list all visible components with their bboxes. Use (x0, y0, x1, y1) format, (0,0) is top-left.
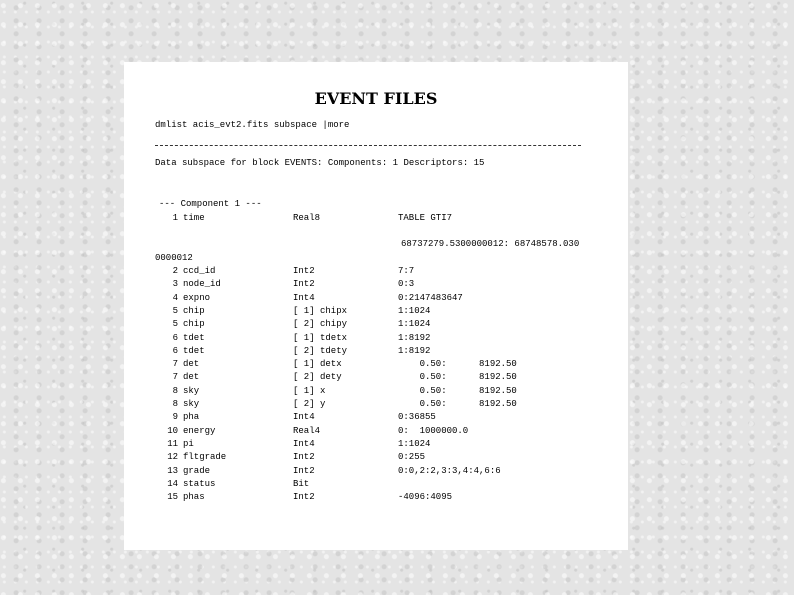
row-number: 8 (172, 399, 178, 409)
row-type: [ 1] x (293, 385, 326, 396)
row-number: 11 (167, 438, 178, 449)
row-name: fltgrade (183, 452, 227, 463)
row-type: [ 2] chipy (293, 319, 348, 330)
row-range: 1:1024 (398, 319, 431, 330)
table-row (124, 371, 628, 384)
table-row (124, 305, 628, 318)
row-type: Real4 (293, 425, 321, 436)
table-row (124, 385, 628, 398)
row-range: 0.50: 8192.50 (398, 372, 517, 383)
row-range: 1:1024 (398, 438, 431, 449)
row-range: 0:255 (398, 452, 426, 463)
row-type: Int4 (293, 292, 315, 303)
slide-title: EVENT FILES (314, 89, 438, 108)
row-number: 7 (172, 359, 178, 370)
row-number: 9 (172, 412, 178, 423)
table-row (124, 478, 628, 491)
row-range: 0: 1000000.0 (398, 425, 469, 436)
row-number: 2 (172, 266, 178, 276)
row-range: 0.50: 8192.50 (398, 399, 517, 409)
row-number: 5 (172, 319, 178, 330)
row-type: [ 1] chipx (293, 305, 348, 316)
row-number: 4 (172, 292, 178, 303)
row-number: 14 (167, 478, 178, 489)
subspace-summary: Data subspace for block EVENTS: Components: 1 Descriptors: 15 (155, 158, 485, 168)
command-line: dmlist acis_evt2.fits subspace |more (155, 120, 350, 130)
table-row (124, 265, 628, 278)
row-type: Int4 (293, 438, 315, 449)
row-name: sky (183, 399, 200, 409)
row-name: chip (183, 319, 205, 330)
row-name: energy (183, 425, 216, 436)
row-name: chip (183, 305, 205, 316)
row-range: 0:2147483647 (398, 292, 463, 303)
row-name: status (183, 478, 216, 489)
row-type: Int2 (293, 266, 315, 276)
table-row (124, 438, 628, 451)
row-name: node_id (183, 279, 221, 290)
table-row (124, 411, 628, 424)
time-range-continuation: 0000012 (155, 253, 193, 263)
table-row (124, 358, 628, 371)
table-row (124, 465, 628, 478)
row-number: 6 (172, 345, 178, 356)
row-type: Int4 (293, 412, 315, 423)
row-range: 1:8192 (398, 345, 431, 356)
row-name: tdet (183, 345, 205, 356)
slide-page (124, 62, 628, 550)
row-name: expno (183, 292, 211, 303)
component-header: --- Component 1 --- (159, 199, 262, 209)
row-type: Int2 (293, 492, 315, 503)
row-number: 3 (172, 279, 178, 290)
row-number: 8 (172, 385, 178, 396)
row-number: 12 (167, 452, 178, 463)
row-range: 7:7 (398, 266, 415, 276)
row-number: 6 (172, 332, 178, 343)
dashed-divider (155, 145, 581, 146)
table-row (124, 491, 628, 504)
table-row (124, 278, 628, 291)
row-range: -4096:4095 (398, 492, 453, 503)
row-type: Int2 (293, 279, 315, 290)
row-name: phas (183, 492, 205, 503)
row-type: [ 1] tdetx (293, 332, 348, 343)
row-range: 0:0,2:2,3:3,4:4,6:6 (398, 465, 501, 476)
row-name: tdet (183, 332, 205, 343)
row-type: Bit (293, 478, 310, 489)
table-row (124, 292, 628, 305)
row-name: sky (183, 385, 200, 396)
table-row (124, 318, 628, 331)
row-type: [ 2] tdety (293, 345, 348, 356)
row-name: det (183, 359, 200, 370)
row-range: 0:36855 (398, 412, 436, 423)
row-number: 1 (172, 213, 178, 223)
row-number: 10 (167, 425, 178, 436)
row-number: 15 (167, 492, 178, 503)
table-row (124, 398, 628, 411)
row-range: 0.50: 8192.50 (398, 385, 517, 396)
row-type: [ 2] y (293, 399, 326, 409)
row-name: pi (183, 438, 194, 449)
row-type: [ 1] detx (293, 359, 342, 370)
row-name: grade (183, 465, 211, 476)
row-type: Int2 (293, 465, 315, 476)
row-name: ccd_id (183, 266, 216, 276)
table-row (124, 425, 628, 438)
row-number: 7 (172, 372, 178, 383)
row-range: 0:3 (398, 279, 415, 290)
row-type: Real8 (293, 213, 321, 223)
row-range: 0.50: 8192.50 (398, 359, 517, 370)
row-type: Int2 (293, 452, 315, 463)
row-name: det (183, 372, 200, 383)
row-range: 1:8192 (398, 332, 431, 343)
table-row (124, 451, 628, 464)
row-number: 5 (172, 305, 178, 316)
row-number: 13 (167, 465, 178, 476)
table-row (124, 345, 628, 358)
row-range: 1:1024 (398, 305, 431, 316)
table-row-time (124, 212, 628, 225)
time-range-value: 68737279.5300000012: 68748578.030 (401, 239, 580, 249)
row-name: time (183, 213, 205, 223)
row-name: pha (183, 412, 200, 423)
row-type: [ 2] dety (293, 372, 342, 383)
row-range: TABLE GTI7 (398, 213, 453, 223)
table-row (124, 332, 628, 345)
